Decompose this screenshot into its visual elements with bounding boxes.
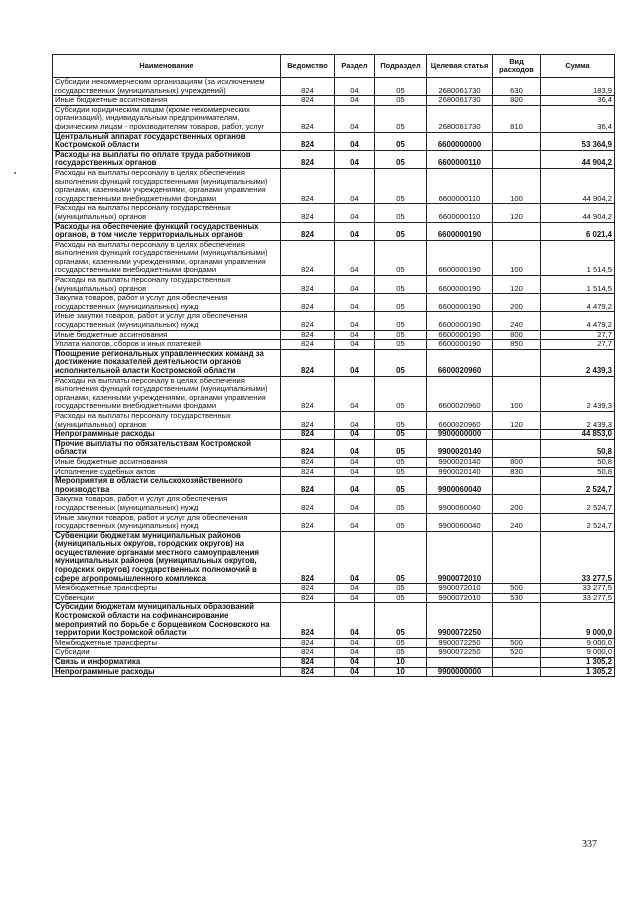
cell-vid-raskhodov: 850 [493,340,541,350]
cell-podrazdel: 05 [375,477,427,495]
cell-vid-raskhodov: 500 [493,638,541,648]
cell-celevaya-statya: 6600020960 [427,376,493,411]
cell-vedomstvo: 824 [281,593,335,603]
cell-summa: 44 904,2 [541,168,615,203]
header-celevaya-statya: Целевая статья [427,55,493,78]
cell-name: Мероприятия в области сельскохозяйственного производства [53,477,281,495]
cell-vedomstvo: 824 [281,132,335,150]
cell-podrazdel: 05 [375,603,427,638]
cell-celevaya-statya: 9900060040 [427,477,493,495]
cell-vedomstvo: 824 [281,204,335,222]
cell-name: Иные бюджетные ассигнования [53,457,281,467]
cell-vid-raskhodov [493,132,541,150]
cell-podrazdel: 05 [375,132,427,150]
table-row [53,96,615,106]
cell-razdel: 04 [335,658,375,668]
cell-name: Иные бюджетные ассигнования [53,330,281,340]
table-row [53,439,615,457]
cell-razdel: 04 [335,78,375,96]
cell-name: Закупка товаров, работ и услуг для обеспечения государственных (муниципальных) нужд [53,294,281,312]
cell-celevaya-statya: 2680061730 [427,105,493,132]
cell-vedomstvo: 824 [281,648,335,658]
table-row [53,648,615,658]
cell-celevaya-statya: 6600000190 [427,240,493,275]
cell-vid-raskhodov: 830 [493,467,541,477]
cell-name: Центральный аппарат государственных органов Костромской области [53,132,281,150]
cell-vid-raskhodov: 800 [493,330,541,340]
cell-celevaya-statya: 9900072250 [427,603,493,638]
cell-summa: 53 364,9 [541,132,615,150]
cell-vid-raskhodov [493,531,541,584]
cell-razdel: 04 [335,531,375,584]
cell-podrazdel: 05 [375,376,427,411]
cell-vedomstvo: 824 [281,150,335,168]
cell-celevaya-statya: 9900020140 [427,457,493,467]
table-row [53,78,615,96]
header-vedomstvo: Ведомство [281,55,335,78]
cell-vedomstvo: 824 [281,658,335,668]
cell-summa: 44 904,2 [541,204,615,222]
cell-podrazdel: 05 [375,294,427,312]
cell-celevaya-statya: 9900072250 [427,648,493,658]
cell-summa: 27,7 [541,330,615,340]
cell-summa: 183,9 [541,78,615,96]
cell-celevaya-statya: 2680061730 [427,78,493,96]
cell-summa: 1 514,5 [541,240,615,275]
cell-vedomstvo: 824 [281,349,335,376]
cell-vid-raskhodov: 120 [493,411,541,429]
cell-podrazdel: 05 [375,411,427,429]
cell-celevaya-statya: 9900072010 [427,584,493,594]
cell-celevaya-statya: 9900000000 [427,667,493,677]
cell-podrazdel: 05 [375,648,427,658]
cell-vid-raskhodov: 630 [493,78,541,96]
cell-celevaya-statya: 9900060040 [427,495,493,513]
cell-vid-raskhodov: 240 [493,513,541,531]
header-summa: Сумма [541,55,615,78]
cell-vid-raskhodov [493,667,541,677]
table-row [53,430,615,440]
cell-razdel: 04 [335,330,375,340]
cell-razdel: 04 [335,105,375,132]
cell-summa: 2 524,7 [541,495,615,513]
table-row [53,658,615,668]
cell-summa: 36,4 [541,105,615,132]
cell-summa: 33 277,5 [541,593,615,603]
header-name: Наименование [53,55,281,78]
cell-podrazdel: 05 [375,78,427,96]
cell-podrazdel: 05 [375,638,427,648]
cell-razdel: 04 [335,340,375,350]
cell-vedomstvo: 824 [281,240,335,275]
cell-vid-raskhodov: 200 [493,495,541,513]
cell-celevaya-statya: 9900072010 [427,531,493,584]
cell-vedomstvo: 824 [281,105,335,132]
cell-razdel: 04 [335,430,375,440]
cell-vid-raskhodov: 200 [493,294,541,312]
cell-podrazdel: 05 [375,349,427,376]
cell-name: Непрограммные расходы [53,430,281,440]
cell-name: Субвенции [53,593,281,603]
cell-celevaya-statya: 6600000110 [427,204,493,222]
cell-name: Субсидии юридическим лицам (кроме некоммерческих организаций), индивидуальным предпринимателям, физическим лицам - производителям товаров, работ, услуг [53,105,281,132]
cell-summa: 1 305,2 [541,658,615,668]
cell-celevaya-statya: 9900060040 [427,513,493,531]
cell-vid-raskhodov [493,349,541,376]
cell-summa: 4 479,2 [541,312,615,330]
cell-celevaya-statya: 2680061730 [427,96,493,106]
table-row [53,294,615,312]
table-row [53,593,615,603]
cell-vedomstvo: 824 [281,467,335,477]
cell-summa: 33 277,5 [541,584,615,594]
cell-vid-raskhodov: 810 [493,105,541,132]
cell-name: Расходы на выплаты по оплате труда работников государственных органов [53,150,281,168]
cell-vedomstvo: 824 [281,330,335,340]
header-podrazdel: Подраздел [375,55,427,78]
cell-vid-raskhodov: 120 [493,204,541,222]
cell-vedomstvo: 824 [281,276,335,294]
cell-razdel: 04 [335,222,375,240]
cell-vedomstvo: 824 [281,477,335,495]
cell-summa: 36,4 [541,96,615,106]
cell-name: Межбюджетные трансферты [53,584,281,594]
cell-razdel: 04 [335,648,375,658]
cell-razdel: 04 [335,376,375,411]
cell-razdel: 04 [335,667,375,677]
cell-summa: 9 000,0 [541,638,615,648]
cell-vid-raskhodov [493,222,541,240]
cell-summa: 4 479,2 [541,294,615,312]
table-row [53,150,615,168]
cell-vedomstvo: 824 [281,411,335,429]
cell-name: Расходы на выплаты персоналу государственных (муниципальных) органов [53,411,281,429]
table-row [53,276,615,294]
cell-vid-raskhodov [493,477,541,495]
cell-vedomstvo: 824 [281,667,335,677]
cell-name: Поощрение региональных управленческих команд за достижение показателей деятельности органов исполнительной власти Костромской области [53,349,281,376]
cell-razdel: 04 [335,168,375,203]
cell-summa: 2 439,3 [541,411,615,429]
cell-podrazdel: 05 [375,495,427,513]
cell-vid-raskhodov: 500 [493,584,541,594]
cell-celevaya-statya: 6600020960 [427,349,493,376]
cell-podrazdel: 10 [375,658,427,668]
expenditure-table [52,54,615,677]
cell-celevaya-statya: 6600000190 [427,312,493,330]
cell-podrazdel: 05 [375,276,427,294]
cell-vid-raskhodov: 520 [493,648,541,658]
cell-podrazdel: 05 [375,150,427,168]
cell-summa: 44 853,0 [541,430,615,440]
cell-vid-raskhodov: 240 [493,312,541,330]
cell-vedomstvo: 824 [281,294,335,312]
cell-name: Расходы на выплаты персоналу государственных (муниципальных) органов [53,204,281,222]
cell-vedomstvo: 824 [281,584,335,594]
cell-razdel: 04 [335,513,375,531]
table-body [53,78,615,677]
table-header-row [53,55,615,78]
cell-razdel: 04 [335,276,375,294]
cell-celevaya-statya: 9900072250 [427,638,493,648]
cell-vid-raskhodov [493,603,541,638]
header-vid-raskhodov: Вид расходов [493,55,541,78]
cell-name: Межбюджетные трансферты [53,638,281,648]
cell-summa: 2 439,3 [541,349,615,376]
cell-podrazdel: 05 [375,467,427,477]
cell-vedomstvo: 824 [281,376,335,411]
cell-vedomstvo: 824 [281,531,335,584]
cell-podrazdel: 05 [375,531,427,584]
cell-name: Расходы на выплаты персоналу в целях обеспечения выполнения функций государственными (муниципальными) органами, казенными учреждениями, органами управления государственными внебюджетными фондами [53,240,281,275]
table-row [53,467,615,477]
cell-vedomstvo: 824 [281,430,335,440]
budget-sheet [52,54,614,677]
cell-summa: 50,8 [541,439,615,457]
table-row [53,531,615,584]
cell-celevaya-statya: 6600000000 [427,132,493,150]
cell-podrazdel: 05 [375,222,427,240]
cell-celevaya-statya: 9900020140 [427,439,493,457]
cell-podrazdel: 05 [375,340,427,350]
cell-podrazdel: 05 [375,593,427,603]
cell-vid-raskhodov [493,439,541,457]
cell-vid-raskhodov [493,658,541,668]
cell-razdel: 04 [335,204,375,222]
cell-vid-raskhodov: 530 [493,593,541,603]
table-row [53,240,615,275]
cell-razdel: 04 [335,495,375,513]
cell-podrazdel: 10 [375,667,427,677]
table-row [53,105,615,132]
cell-razdel: 04 [335,411,375,429]
table-row [53,457,615,467]
cell-vid-raskhodov: 100 [493,240,541,275]
cell-summa: 2 439,3 [541,376,615,411]
cell-podrazdel: 05 [375,96,427,106]
cell-vid-raskhodov [493,430,541,440]
cell-vedomstvo: 824 [281,638,335,648]
table-row [53,495,615,513]
table-row [53,411,615,429]
cell-vedomstvo: 824 [281,457,335,467]
cell-name: Прочие выплаты по обязательствам Костромской области [53,439,281,457]
cell-razdel: 04 [335,603,375,638]
cell-podrazdel: 05 [375,584,427,594]
cell-podrazdel: 05 [375,430,427,440]
table-row [53,584,615,594]
cell-name: Непрограммные расходы [53,667,281,677]
cell-celevaya-statya: 6600000110 [427,168,493,203]
cell-podrazdel: 05 [375,240,427,275]
cell-podrazdel: 05 [375,312,427,330]
cell-summa: 1 305,2 [541,667,615,677]
cell-celevaya-statya: 9900020140 [427,467,493,477]
cell-celevaya-statya: 6600000110 [427,150,493,168]
cell-podrazdel: 05 [375,439,427,457]
cell-vedomstvo: 824 [281,513,335,531]
cell-name: Субвенции бюджетам муниципальных районов (муниципальных округов, городских округов) на осуществление органами местного самоуправления муниципальных районов (муниципальных округов, городских округов) государственных полномочий в сфере агропромышленного комплекса [53,531,281,584]
cell-vedomstvo: 824 [281,78,335,96]
cell-vid-raskhodov: 800 [493,96,541,106]
cell-razdel: 04 [335,457,375,467]
table-row [53,204,615,222]
cell-summa: 50,8 [541,467,615,477]
cell-vedomstvo: 824 [281,96,335,106]
cell-vedomstvo: 824 [281,340,335,350]
cell-razdel: 04 [335,467,375,477]
cell-celevaya-statya: 6600020960 [427,411,493,429]
cell-celevaya-statya: 6600000190 [427,294,493,312]
table-row [53,667,615,677]
cell-podrazdel: 05 [375,204,427,222]
cell-celevaya-statya: 9900000000 [427,430,493,440]
cell-celevaya-statya [427,658,493,668]
table-row [53,603,615,638]
header-razdel: Раздел [335,55,375,78]
cell-name: Иные закупки товаров, работ и услуг для обеспечения государственных (муниципальных) нужд [53,513,281,531]
cell-vid-raskhodov: 100 [493,168,541,203]
table-row [53,513,615,531]
cell-podrazdel: 05 [375,513,427,531]
cell-name: Исполнение судебных актов [53,467,281,477]
cell-name: Расходы на выплаты персоналу государственных (муниципальных) органов [53,276,281,294]
table-row [53,312,615,330]
table-row [53,330,615,340]
cell-vid-raskhodov: 120 [493,276,541,294]
cell-celevaya-statya: 6600000190 [427,276,493,294]
cell-vedomstvo: 824 [281,222,335,240]
table-row [53,349,615,376]
cell-name: Уплата налогов, сборов и иных платежей [53,340,281,350]
cell-vedomstvo: 824 [281,495,335,513]
table-row [53,376,615,411]
cell-summa: 9 000,0 [541,603,615,638]
cell-vedomstvo: 824 [281,603,335,638]
cell-name: Субсидии бюджетам муниципальных образований Костромской области на софинансирование мероприятий по борьбе с борщевиком Сосновского на территории Костромской области [53,603,281,638]
cell-summa: 6 021,4 [541,222,615,240]
cell-summa: 2 524,7 [541,477,615,495]
table-row [53,168,615,203]
cell-celevaya-statya: 9900072010 [427,593,493,603]
cell-razdel: 04 [335,294,375,312]
table-row [53,132,615,150]
cell-podrazdel: 05 [375,330,427,340]
cell-summa: 27,7 [541,340,615,350]
cell-name: Расходы на выплаты персоналу в целях обеспечения выполнения функций государственными (муниципальными) органами, казенными учреждениями, органами управления государственными внебюджетными фондами [53,376,281,411]
cell-razdel: 04 [335,477,375,495]
cell-name: Расходы на обеспечение функций государственных органов, в том числе территориальных органов [53,222,281,240]
cell-podrazdel: 05 [375,105,427,132]
cell-podrazdel: 05 [375,168,427,203]
cell-summa: 50,8 [541,457,615,467]
cell-name: Связь и информатика [53,658,281,668]
cell-vid-raskhodov: 800 [493,457,541,467]
table-row [53,477,615,495]
table-row [53,222,615,240]
cell-vedomstvo: 824 [281,439,335,457]
cell-razdel: 04 [335,96,375,106]
cell-razdel: 04 [335,240,375,275]
table-row [53,638,615,648]
cell-celevaya-statya: 6600000190 [427,222,493,240]
page-number: 337 [582,839,597,850]
cell-razdel: 04 [335,349,375,376]
cell-vedomstvo: 824 [281,312,335,330]
cell-vid-raskhodov: 100 [493,376,541,411]
cell-summa: 33 277,5 [541,531,615,584]
cell-name: Расходы на выплаты персоналу в целях обеспечения выполнения функций государственными (муниципальными) органами, казенными учреждениями, органами управления государственными внебюджетными фондами [53,168,281,203]
cell-name: Субсидии [53,648,281,658]
cell-razdel: 04 [335,439,375,457]
cell-name: Иные закупки товаров, работ и услуг для обеспечения государственных (муниципальных) нужд [53,312,281,330]
table-row [53,340,615,350]
cell-name: Иные бюджетные ассигнования [53,96,281,106]
cell-razdel: 04 [335,584,375,594]
cell-razdel: 04 [335,638,375,648]
cell-vid-raskhodov [493,150,541,168]
cell-summa: 44 904,2 [541,150,615,168]
cell-name: Субсидии некоммерческим организациям (за исключением государственных (муниципальных) учреждений) [53,78,281,96]
cell-vedomstvo: 824 [281,168,335,203]
cell-summa: 1 514,5 [541,276,615,294]
scan-speck [14,172,16,174]
cell-razdel: 04 [335,593,375,603]
cell-summa: 9 000,0 [541,648,615,658]
cell-celevaya-statya: 6600000190 [427,330,493,340]
cell-razdel: 04 [335,132,375,150]
cell-name: Закупка товаров, работ и услуг для обеспечения государственных (муниципальных) нужд [53,495,281,513]
cell-celevaya-statya: 6600000190 [427,340,493,350]
cell-razdel: 04 [335,150,375,168]
cell-podrazdel: 05 [375,457,427,467]
cell-razdel: 04 [335,312,375,330]
cell-summa: 2 524,7 [541,513,615,531]
